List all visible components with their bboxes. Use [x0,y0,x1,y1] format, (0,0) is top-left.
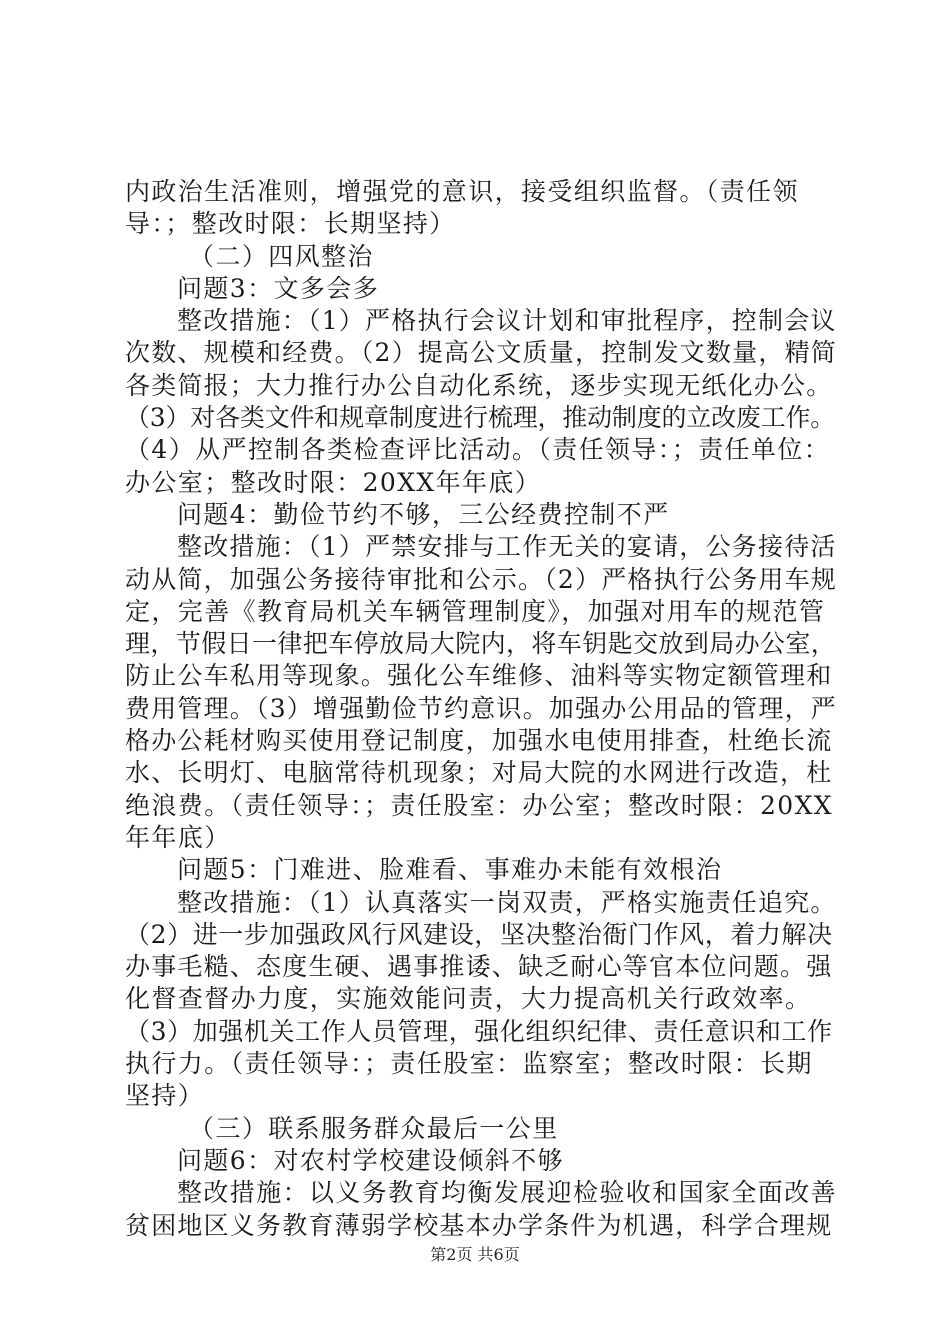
text-line: 整改措施：（1）严格执行会议计划和审批程序，控制会议 [177,306,837,336]
text-line: （4）从严控制各类检查评比活动。（责任领导：；责任单位： [125,435,831,465]
text-line: 导：；整改时限：长期坚持） [125,209,456,239]
text-line: 问题4：勤俭节约不够，三公经费控制不严 [177,499,670,529]
text-line: 执行力。（责任领导：；责任股室：监察室；整改时限：长期 [125,1049,813,1079]
text-line: （3）对各类文件和规章制度进行梳理，推动制度的立改废工作。 [125,403,836,433]
text-line: 年年底） [125,822,231,852]
text-line: 坚持） [125,1081,205,1111]
text-line: 动从简，加强公务接待审批和公示。（2）严格执行公务用车规 [125,564,838,594]
text-line: 整改措施：以义务教育均衡发展迎检验收和国家全面改善 [177,1178,838,1208]
text-line: 内政治生活准则，增强党的意识，接受组织监督。（责任领 [125,177,799,206]
text-line: 问题3：文多会多 [177,273,380,303]
text-line: 贫困地区义务教育薄弱学校基本办学条件为机遇，科学合理规 [125,1210,833,1240]
text-line: （三）联系服务群众最后一公里 [189,1113,559,1143]
text-line: 理，节假日一律把车停放局大院内，将车钥匙交放到局办公室， [125,629,837,659]
page-footer: 第2页 共6页 [430,1245,520,1264]
text-line: （3）加强机关工作人员管理，强化组织纪律、责任意识和工作 [125,1016,833,1046]
text-line: 问题5：门难进、脸难看、事难办未能有效根治 [177,855,723,885]
text-line: 防止公车私用等现象。强化公车维修、油料等实物定额管理和 [125,661,833,691]
text-line: 费用管理。（3）增强勤俭节约意识。加强办公用品的管理，严 [125,693,838,723]
text-line: 问题6：对农村学校建设倾斜不够 [177,1145,564,1175]
text-line: 次数、规模和经费。（2）提高公文质量，控制发文数量，精简 [125,338,838,368]
text-line: 整改措施：（1）认真落实一岗双责，严格实施责任追究。 [177,887,837,917]
text-line: 绝浪费。（责任领导：；责任股室：办公室；整改时限：20XX [125,790,834,820]
text-line: 化督查督办力度，实施效能问责，大力提高机关行政效率。 [125,984,812,1014]
text-line: 办公室；整改时限：20XX年年底） [125,467,542,497]
text-line: 定，完善《教育局机关车辆管理制度》，加强对用车的规范管 [125,596,826,626]
document-body [125,176,838,1242]
text-line: 各类简报；大力推行办公自动化系统，逐步实现无纸化办公。 [125,370,833,400]
text-line: （二）四风整治 [189,241,374,271]
text-line: 办事毛糙、态度生硬、遇事推诿、缺乏耐心等官本位问题。强 [125,952,833,982]
text-line: 水、长明灯、电脑常待机现象；对局大院的水网进行改造，杜 [125,758,833,788]
text-line: 整改措施：（1）严禁安排与工作无关的宴请，公务接待活 [177,532,837,562]
text-line: （2）进一步加强政风行风建设，坚决整治衙门作风，着力解决 [125,919,833,949]
text-line: 格办公耗材购买使用登记制度，加强水电使用排查，杜绝长流 [125,726,833,756]
